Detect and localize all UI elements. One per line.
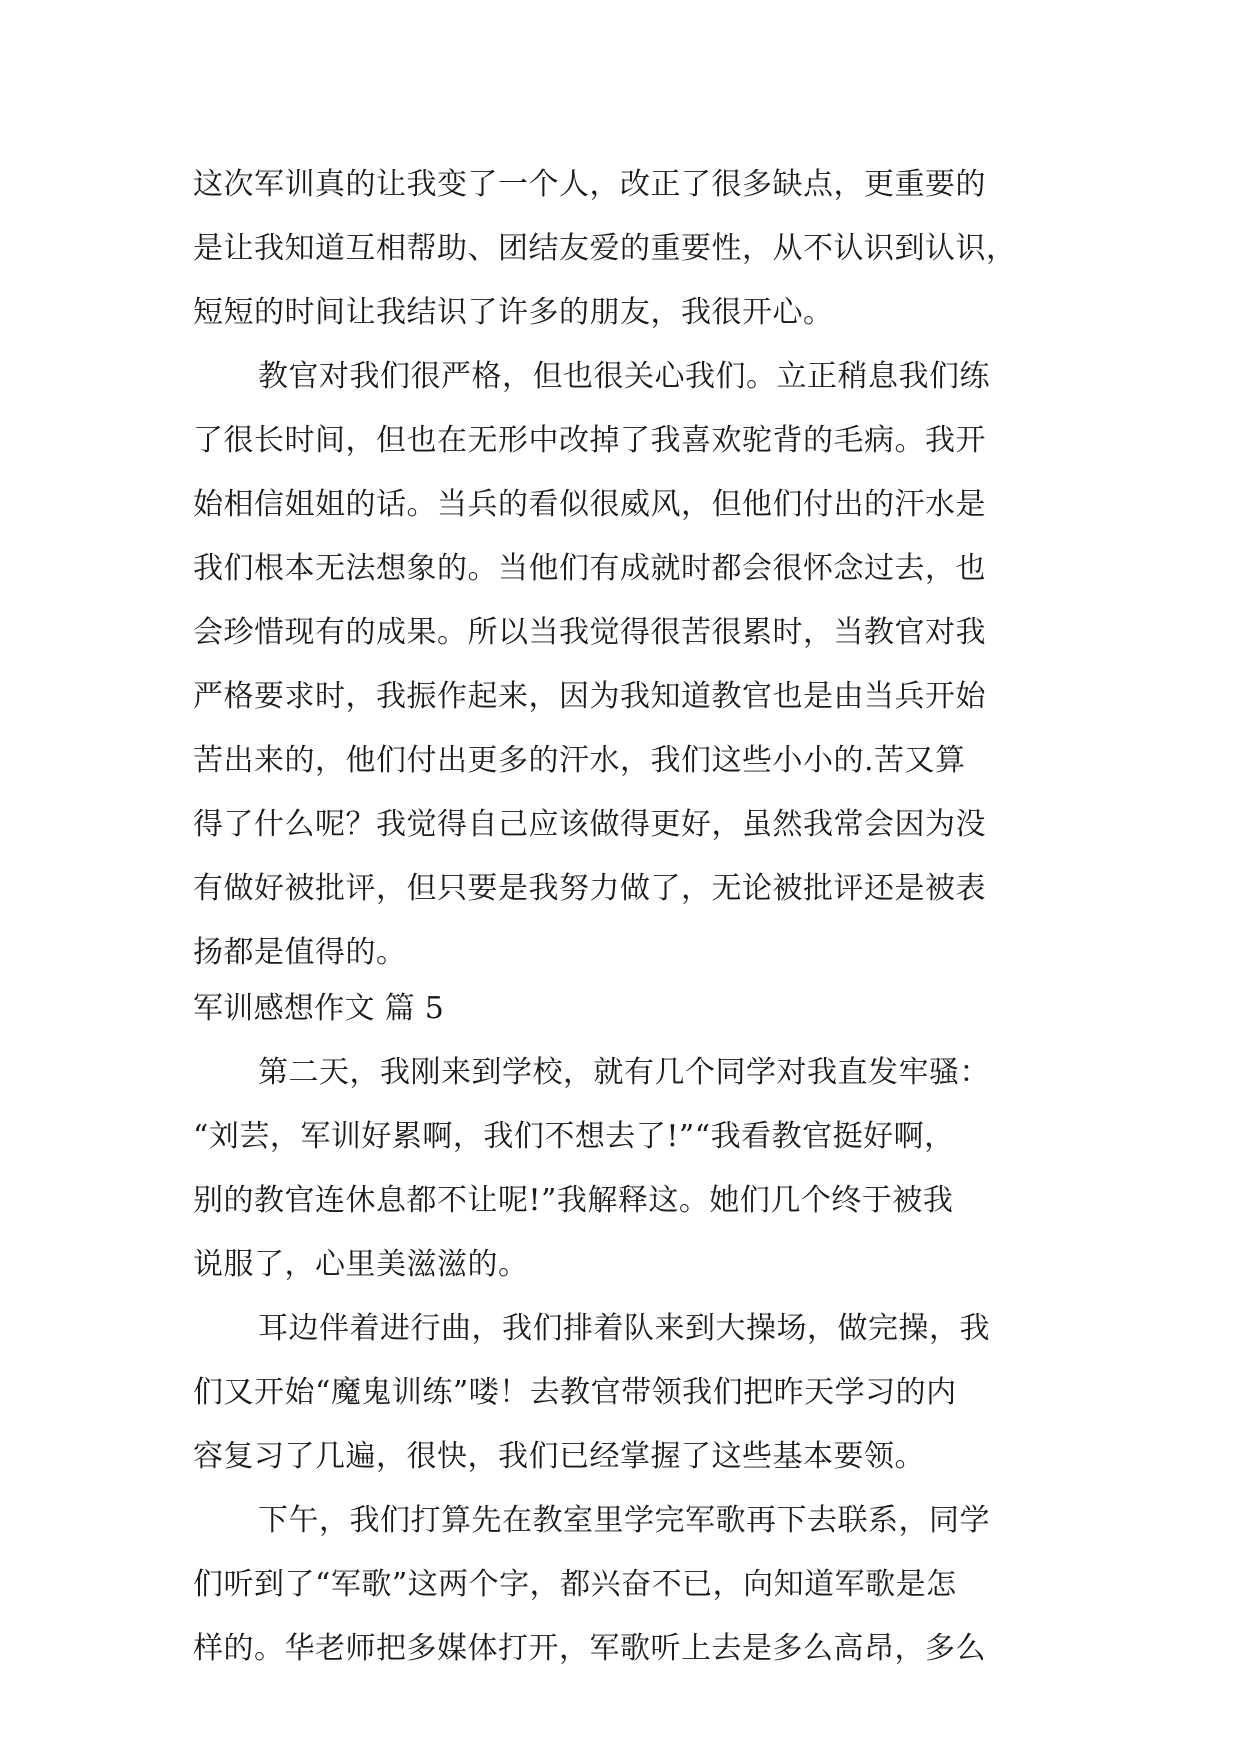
paragraph-2-line-8: 得了什么呢？我觉得自己应该做得更好，虽然我常会因为没 — [193, 807, 986, 842]
paragraph-3-line-4: 说服了，心里美滋滋的。 — [193, 1247, 529, 1282]
paragraph-4-line-2: 们又开始“魔鬼训练”喽！去教官带领我们把昨天学习的内 — [193, 1375, 957, 1410]
paragraph-1-line-1: 这次军训真的让我变了一个人，改正了很多缺点，更重要的 — [193, 167, 986, 202]
paragraph-3-line-3: 别的教官连休息都不让呢!”我解释这。她们几个终于被我 — [193, 1183, 954, 1218]
paragraph-4-line-3: 容复习了几遍，很快，我们已经掌握了这些基本要领。 — [193, 1439, 925, 1474]
paragraph-2-line-9: 有做好被批评，但只要是我努力做了，无论被批评还是被表 — [193, 871, 986, 906]
paragraph-4-line-1: 耳边伴着进行曲，我们排着队来到大操场，做完操，我 — [258, 1311, 990, 1346]
section-heading: 军训感想作文 篇 5 — [193, 991, 445, 1026]
paragraph-5-line-3: 样的。华老师把多媒体打开，军歌听上去是多么高昂，多么 — [193, 1631, 986, 1666]
paragraph-2-line-6: 严格要求时，我振作起来，因为我知道教官也是由当兵开始 — [193, 679, 986, 714]
paragraph-2-line-3: 始相信姐姐的话。当兵的看似很威风，但他们付出的汗水是 — [193, 487, 986, 522]
paragraph-2-line-7: 苦出来的，他们付出更多的汗水，我们这些小小的.苦又算 — [193, 743, 966, 778]
paragraph-1-line-3: 短短的时间让我结识了许多的朋友，我很开心。 — [193, 295, 834, 330]
paragraph-2-line-5: 会珍惜现有的成果。所以当我觉得很苦很累时，当教官对我 — [193, 615, 986, 650]
paragraph-2-line-2: 了很长时间，但也在无形中改掉了我喜欢驼背的毛病。我开 — [193, 423, 986, 458]
paragraph-2-line-1: 教官对我们很严格，但也很关心我们。立正稍息我们练 — [258, 359, 990, 394]
paragraph-5-line-2: 们听到了“军歌”这两个字，都兴奋不已，向知道军歌是怎 — [193, 1567, 957, 1602]
paragraph-3-line-1: 第二天，我刚来到学校，就有几个同学对我直发牢骚： — [258, 1055, 990, 1090]
paragraph-5-line-1: 下午，我们打算先在教室里学完军歌再下去联系，同学 — [258, 1503, 990, 1538]
paragraph-2-line-4: 我们根本无法想象的。当他们有成就时都会很怀念过去，也 — [193, 551, 986, 586]
paragraph-1-line-2: 是让我知道互相帮助、团结友爱的重要性，从不认识到认识， — [193, 231, 1017, 266]
paragraph-3-line-2: “刘芸，军训好累啊，我们不想去了!”“我看教官挺好啊， — [193, 1119, 955, 1154]
paragraph-2-line-10: 扬都是值得的。 — [193, 935, 407, 970]
